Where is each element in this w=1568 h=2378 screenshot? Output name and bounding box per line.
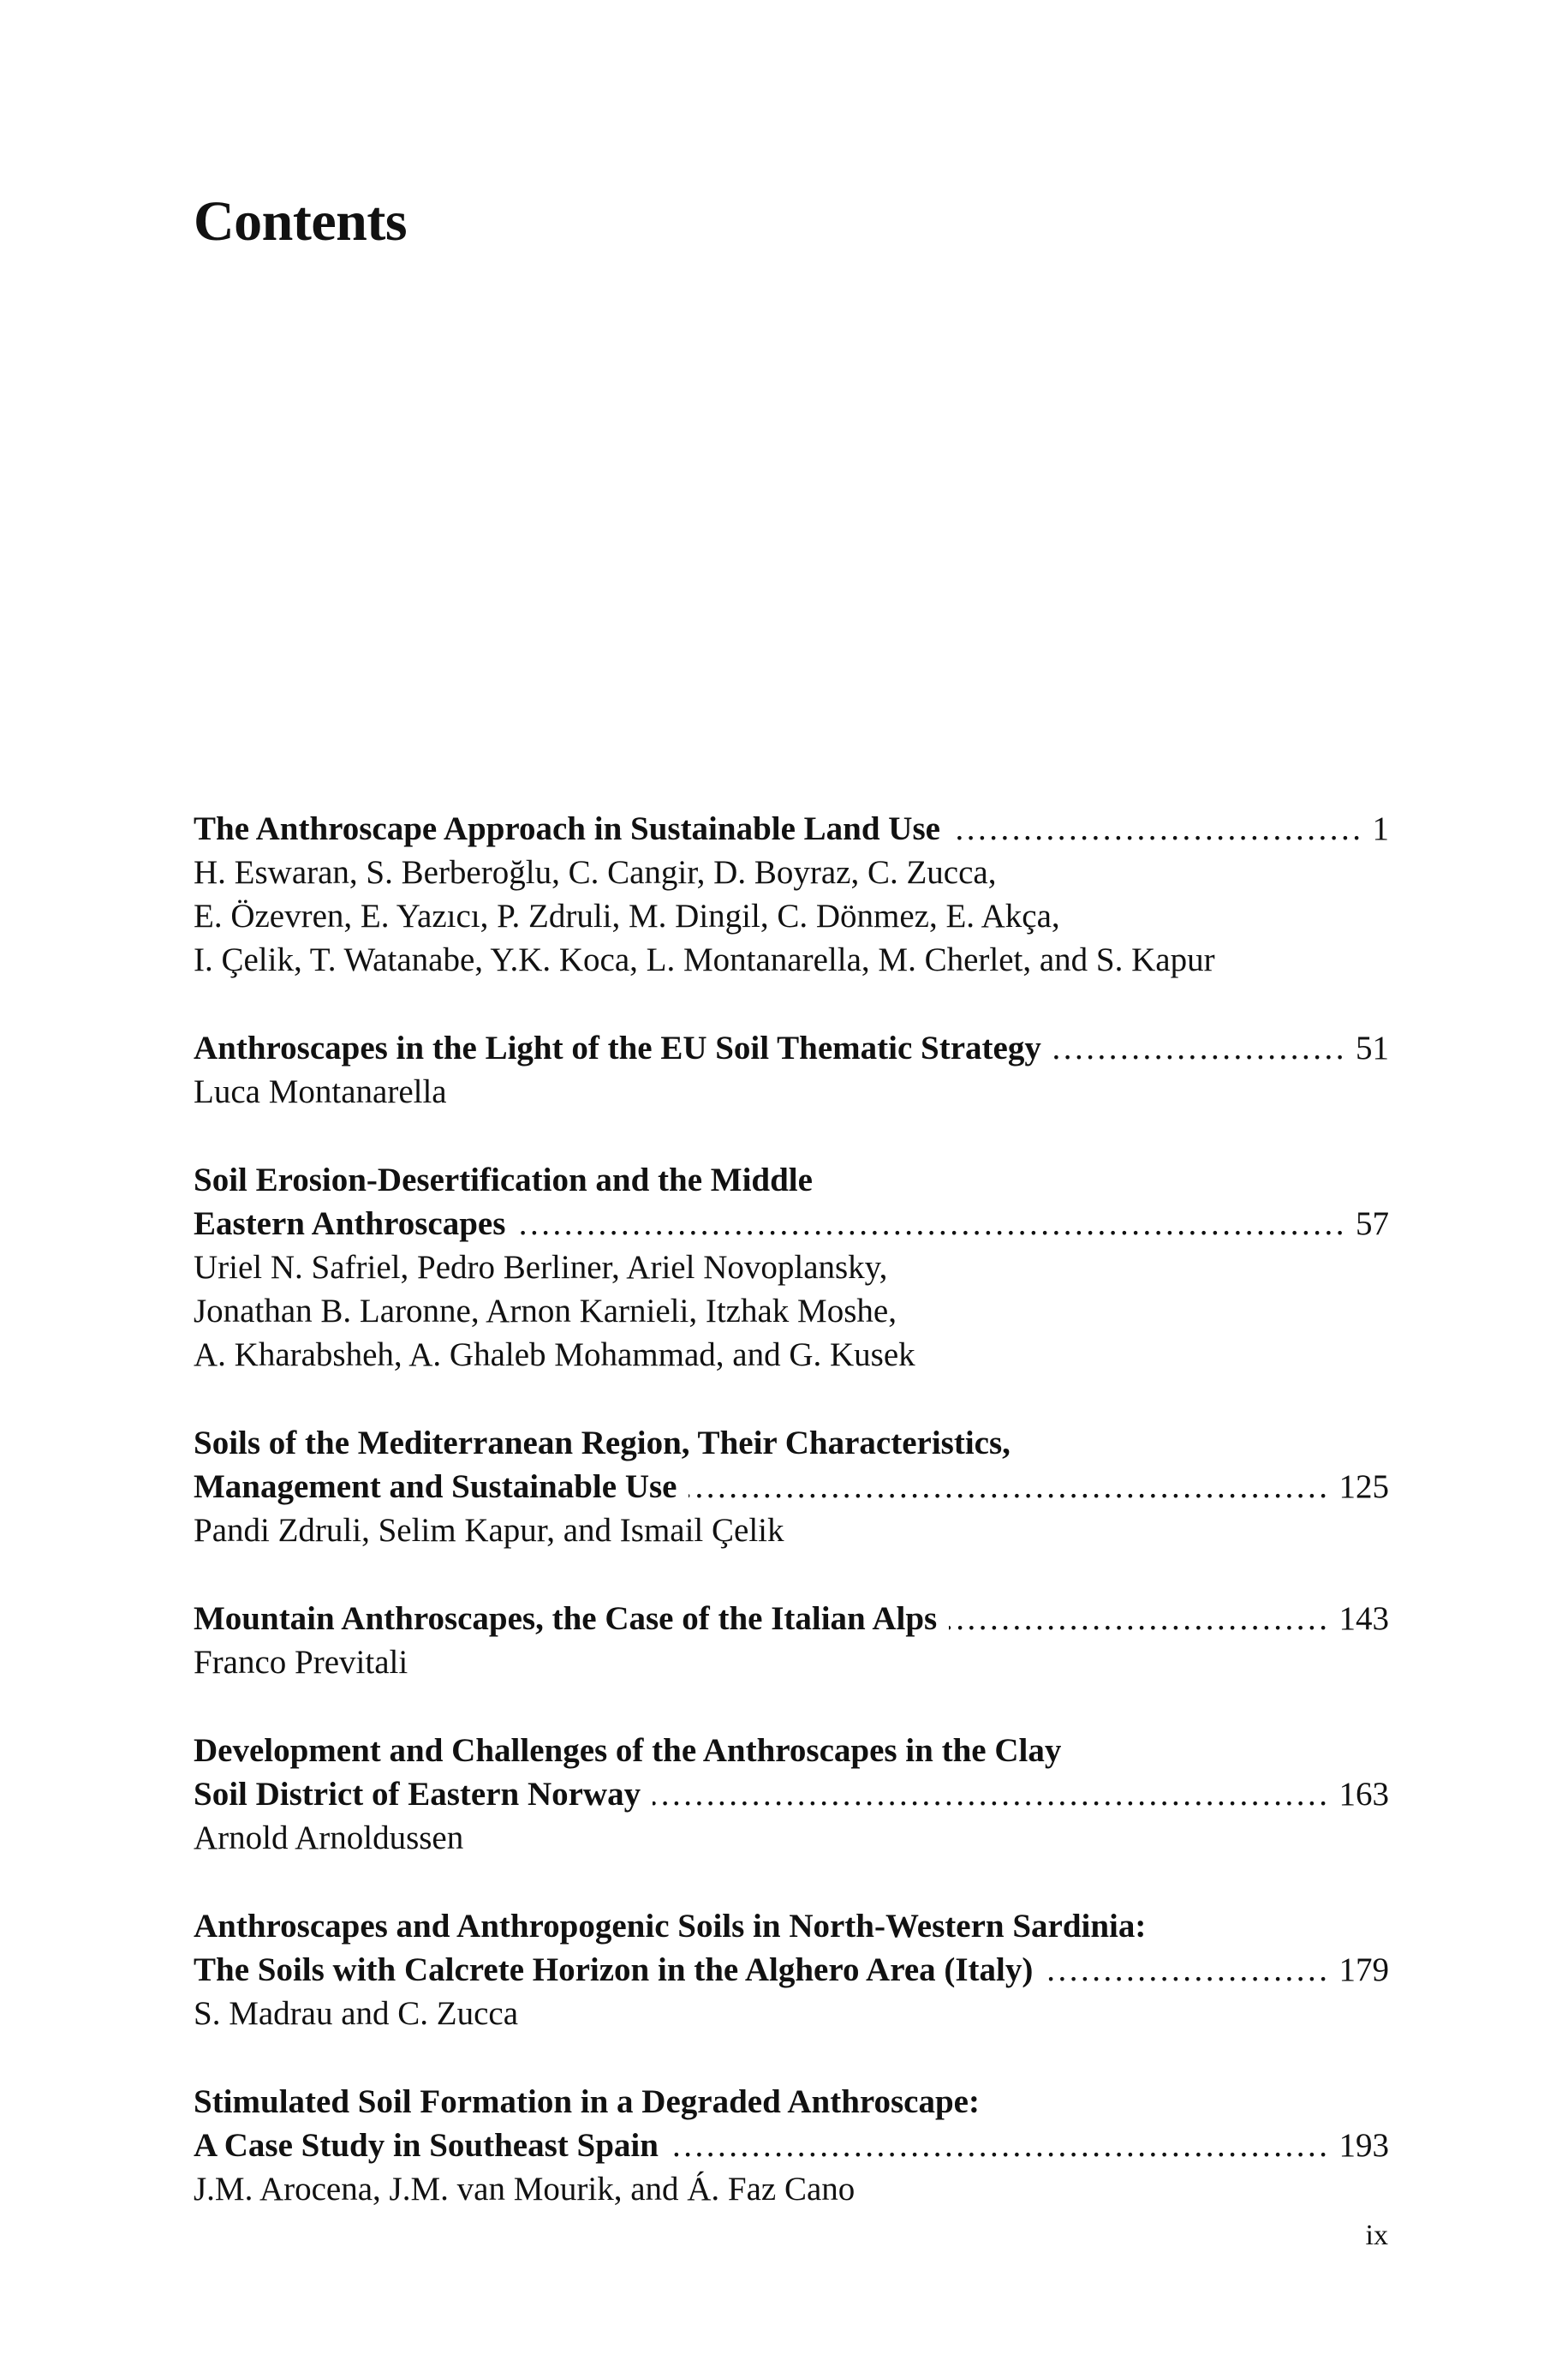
entry-title: Development and Challenges of the Anthroscapes in the Clay — [194, 1732, 1062, 1769]
entry-authors — [194, 1816, 1389, 1860]
table-of-contents — [194, 807, 1389, 2256]
page-number: 163 — [1338, 1776, 1389, 1813]
dot-leader — [949, 1597, 1330, 1640]
dot-leader — [653, 1772, 1330, 1816]
page-number: 179 — [1338, 1951, 1389, 1988]
entry-authors — [194, 1509, 1389, 1552]
entry-title: Mountain Anthroscapes, the Case of the Italian Alps — [194, 1600, 938, 1637]
dot-leader — [1045, 1948, 1330, 1992]
entry-authors — [194, 851, 1389, 982]
page-folio: ix — [1365, 2220, 1388, 2251]
entry-title-line — [194, 1729, 1389, 1772]
author-line: S. Madrau and C. Zucca — [194, 1995, 519, 2032]
author-line: Arnold Arnoldussen — [194, 1819, 464, 1856]
page-number: 51 — [1356, 1030, 1389, 1067]
author-line: I. Çelik, T. Watanabe, Y.K. Koca, L. Montanarella, M. Cherlet, and S. Kapur — [194, 941, 1215, 978]
entry-title-line — [194, 2080, 1389, 2124]
entry-title-line — [194, 1597, 1389, 1640]
author-line: Uriel N. Safriel, Pedro Berliner, Ariel Novoplansky, — [194, 1249, 888, 1286]
entry-title: Management and Sustainable Use — [194, 1468, 677, 1505]
author-line: Franco Previtali — [194, 1644, 408, 1681]
entry-title-line — [194, 1158, 1389, 1202]
entry-title: Soils of the Mediterranean Region, Their Characteristics, — [194, 1425, 1011, 1461]
author-line: H. Eswaran, S. Berberoğlu, C. Cangir, D. Boyraz, C. Zucca, — [194, 854, 997, 891]
entry-authors — [194, 1640, 1389, 1684]
toc-entry[interactable] — [194, 1421, 1389, 1552]
author-line: Luca Montanarella — [194, 1073, 447, 1110]
entry-title: Eastern Anthroscapes — [194, 1205, 506, 1242]
author-line: Pandi Zdruli, Selim Kapur, and Ismail Çelik — [194, 1512, 784, 1549]
entry-title: Soil Erosion-Desertification and the Middle — [194, 1162, 813, 1198]
toc-entry[interactable] — [194, 1597, 1389, 1684]
entry-title: Anthroscapes in the Light of the EU Soil Thematic Strategy — [194, 1030, 1041, 1067]
toc-entry[interactable] — [194, 807, 1389, 982]
entry-title: Soil District of Eastern Norway — [194, 1776, 641, 1813]
dot-leader — [517, 1202, 1347, 1246]
entry-authors — [194, 1992, 1389, 2035]
dot-leader — [689, 1465, 1330, 1509]
toc-entry[interactable] — [194, 1026, 1389, 1114]
entry-title-line — [194, 1421, 1389, 1465]
entry-authors — [194, 2167, 1389, 2211]
entry-title-line — [194, 1904, 1389, 1948]
entry-authors — [194, 1246, 1389, 1377]
toc-entry[interactable] — [194, 1904, 1389, 2035]
entry-title-line — [194, 807, 1389, 851]
page-number: 1 — [1372, 810, 1389, 847]
page-number: 143 — [1338, 1600, 1389, 1637]
entry-title: Anthroscapes and Anthropogenic Soils in North-Western Sardinia: — [194, 1908, 1147, 1945]
page-number: 57 — [1356, 1205, 1389, 1242]
entry-title: The Soils with Calcrete Horizon in the Alghero Area (Italy) — [194, 1951, 1034, 1988]
entry-title-line — [194, 1202, 1389, 1246]
dot-leader — [1053, 1026, 1347, 1070]
author-line: Jonathan B. Laronne, Arnon Karnieli, Itzhak Moshe, — [194, 1293, 897, 1329]
toc-entry[interactable] — [194, 1158, 1389, 1377]
toc-entry[interactable] — [194, 2080, 1389, 2211]
dot-leader — [952, 807, 1364, 851]
author-line: J.M. Arocena, J.M. van Mourik, and Á. Faz Cano — [194, 2171, 856, 2208]
entry-title-line — [194, 2124, 1389, 2167]
contents-heading: Contents — [194, 190, 408, 253]
entry-title-line — [194, 1948, 1389, 1992]
author-line: E. Özevren, E. Yazıcı, P. Zdruli, M. Dingil, C. Dönmez, E. Akça, — [194, 898, 1060, 935]
page-number: 193 — [1338, 2127, 1389, 2164]
toc-entry[interactable] — [194, 1729, 1389, 1860]
entry-title-line — [194, 1772, 1389, 1816]
entry-title: The Anthroscape Approach in Sustainable Land Use — [194, 810, 940, 847]
entry-title: A Case Study in Southeast Spain — [194, 2127, 659, 2164]
entry-title: Stimulated Soil Formation in a Degraded Anthroscape: — [194, 2083, 980, 2120]
dot-leader — [671, 2124, 1331, 2167]
page-number: 125 — [1338, 1468, 1389, 1505]
entry-title-line — [194, 1465, 1389, 1509]
entry-title-line — [194, 1026, 1389, 1070]
entry-authors — [194, 1070, 1389, 1114]
author-line: A. Kharabsheh, A. Ghaleb Mohammad, and G. Kusek — [194, 1336, 915, 1373]
